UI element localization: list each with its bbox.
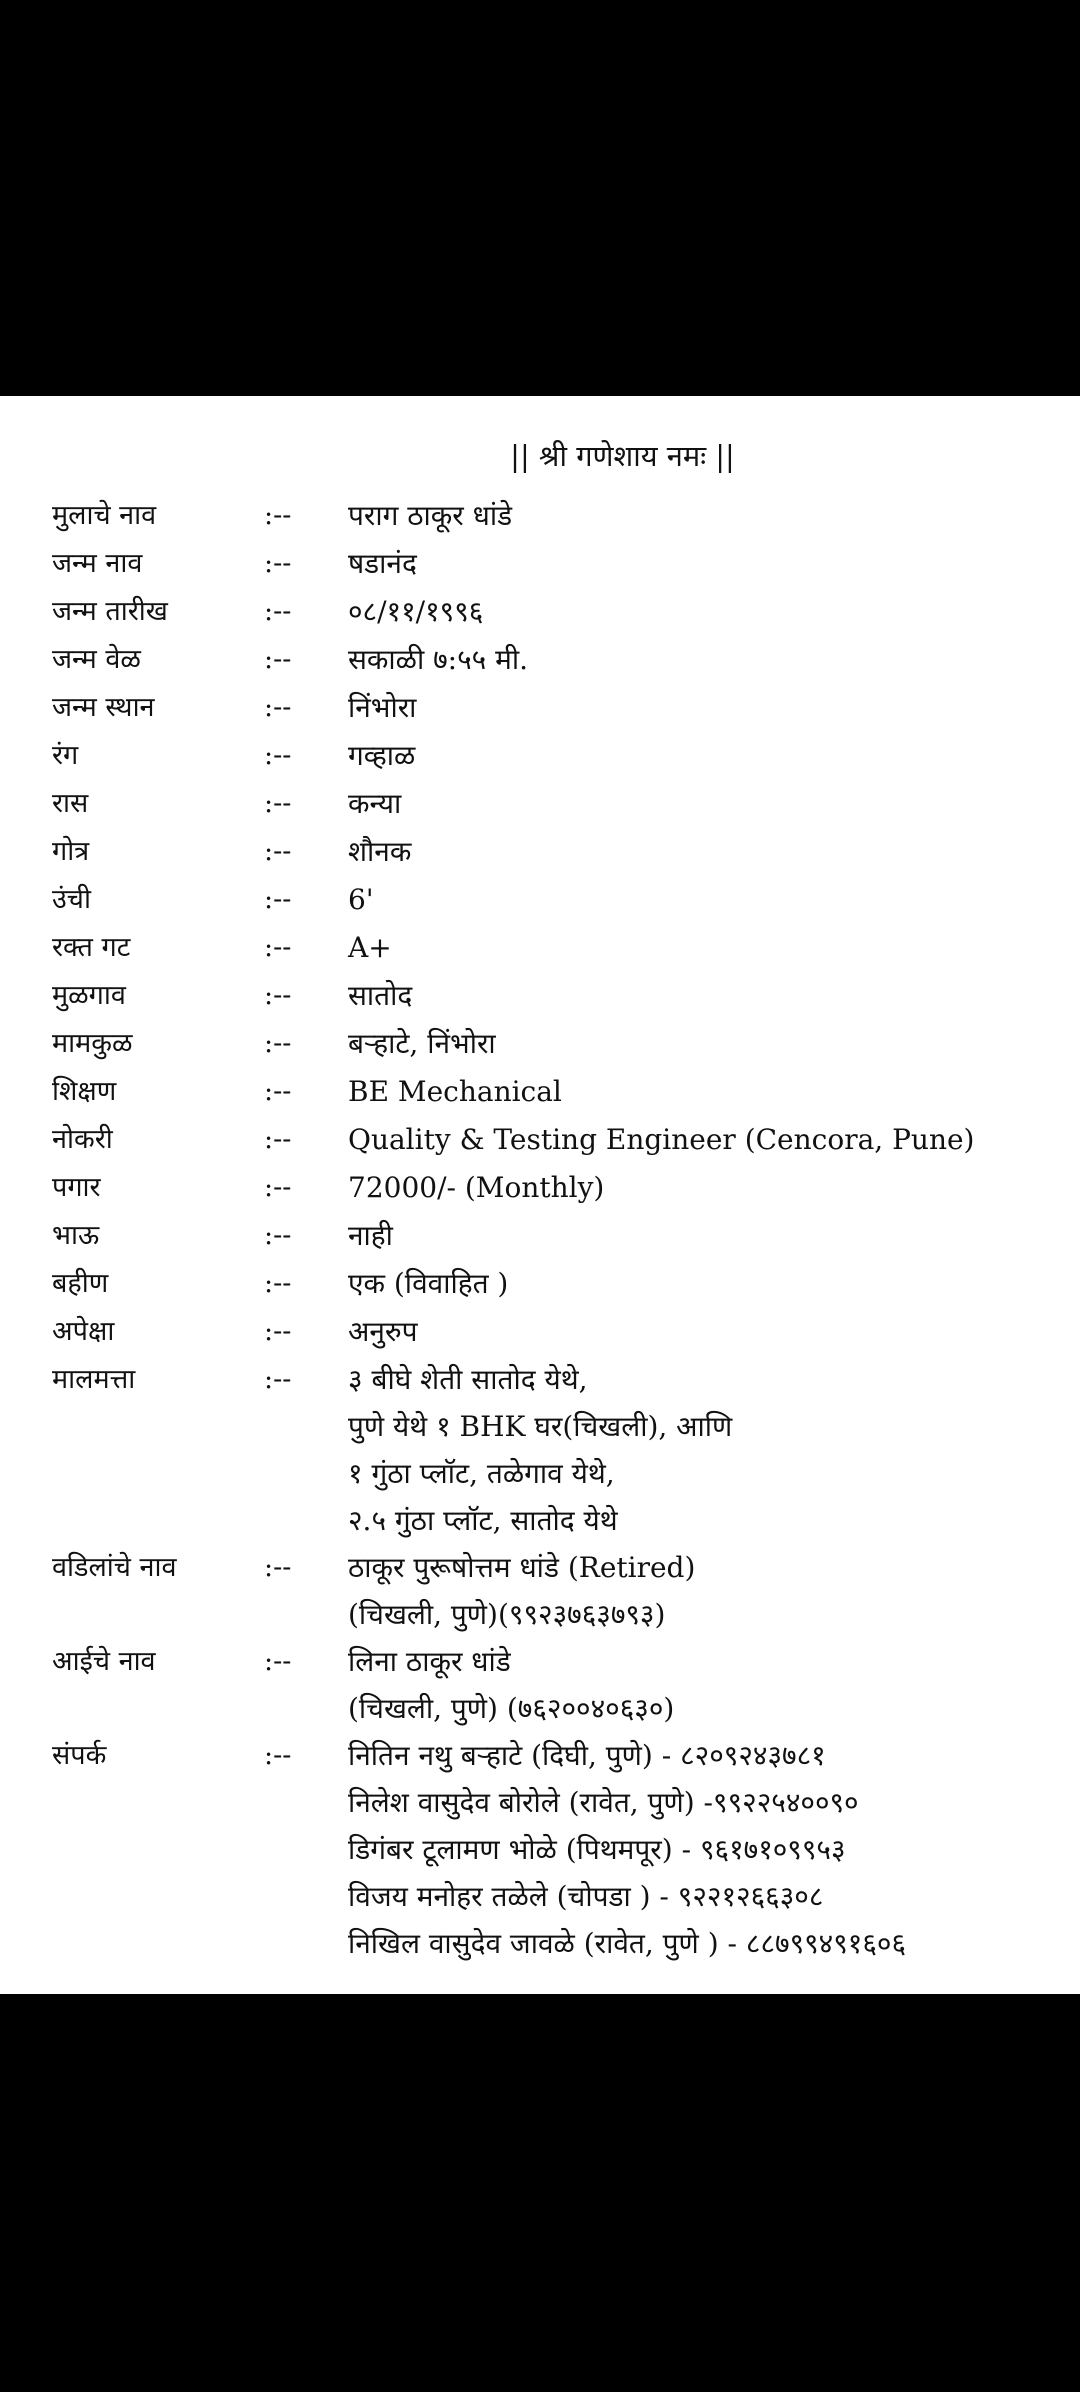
- field-value: 72000/- (Monthly): [348, 1171, 605, 1204]
- field-separator: :--: [264, 1316, 292, 1347]
- field-value: विजय मनोहर तळेले (चोपडा ) - ९२२१२६६३०८: [348, 1880, 824, 1913]
- field-values: [348, 1164, 1080, 1212]
- top-black-bar: [0, 0, 1080, 396]
- field-label: जन्म स्थान: [52, 692, 155, 723]
- biodata-row: [0, 540, 1080, 588]
- field-label: मुलाचे नाव: [52, 500, 157, 531]
- field-values: [348, 540, 1080, 588]
- field-separator: :--: [264, 1552, 292, 1583]
- biodata-row: [0, 1212, 1080, 1260]
- field-separator: :--: [264, 932, 292, 963]
- biodata-row: [0, 780, 1080, 828]
- field-values: [348, 1544, 1080, 1638]
- field-values: [348, 636, 1080, 684]
- field-separator: :--: [264, 596, 292, 627]
- biodata-row: [0, 684, 1080, 732]
- biodata-row: [0, 636, 1080, 684]
- field-separator: :--: [264, 980, 292, 1011]
- biodata-row: [0, 876, 1080, 924]
- field-label: बहीण: [52, 1268, 109, 1299]
- field-label: रास: [52, 788, 89, 819]
- biodata-row: [0, 1020, 1080, 1068]
- biodata-row: [0, 732, 1080, 780]
- biodata-row: [0, 1356, 1080, 1544]
- field-label: गोत्र: [52, 836, 90, 867]
- field-label: जन्म नाव: [52, 548, 143, 579]
- field-value: पराग ठाकूर धांडे: [348, 499, 513, 532]
- biodata-row: [0, 1544, 1080, 1638]
- field-value: Quality & Testing Engineer (Cencora, Pune): [348, 1123, 975, 1156]
- field-value: एक (विवाहित ): [348, 1267, 509, 1300]
- field-value: लिना ठाकूर धांडे: [348, 1645, 511, 1678]
- field-label: अपेक्षा: [52, 1316, 115, 1347]
- biodata-row: [0, 1638, 1080, 1732]
- field-value: १ गुंठा प्लॉट, तळेगाव येथे,: [348, 1457, 615, 1490]
- biodata-row: [0, 1308, 1080, 1356]
- field-value: २.५ गुंठा प्लॉट, सातोद येथे: [348, 1504, 618, 1537]
- field-value: डिगंबर टूलामण भोळे (पिथमपूर) - ९६१७१०९९५३: [348, 1833, 846, 1866]
- field-value: BE Mechanical: [348, 1075, 562, 1108]
- field-values: [348, 1638, 1080, 1732]
- field-separator: :--: [264, 884, 292, 915]
- field-value: सातोद: [348, 979, 413, 1012]
- field-value: कन्या: [348, 787, 402, 820]
- field-values: [348, 924, 1080, 972]
- biodata-row: [0, 1732, 1080, 1967]
- field-value: सकाळी ७:५५ मी.: [348, 643, 529, 676]
- field-value: निखिल वासुदेव जावळे (रावेत, पुणे ) - ८८७९९४९१६०६: [348, 1927, 907, 1960]
- field-values: [348, 588, 1080, 636]
- field-separator: :--: [264, 1364, 292, 1395]
- biodata-row: [0, 588, 1080, 636]
- field-separator: :--: [264, 788, 292, 819]
- biodata-row: [0, 1116, 1080, 1164]
- field-separator: :--: [264, 1076, 292, 1107]
- field-values: [348, 1732, 1080, 1967]
- field-separator: :--: [264, 1740, 292, 1771]
- field-values: [348, 1068, 1080, 1116]
- field-label: जन्म तारीख: [52, 596, 168, 627]
- field-separator: :--: [264, 1172, 292, 1203]
- field-values: [348, 876, 1080, 924]
- field-value: ठाकूर पुरूषोत्तम धांडे (Retired): [348, 1551, 696, 1584]
- field-value: ३ बीघे शेती सातोद येथे,: [348, 1363, 588, 1396]
- field-separator: :--: [264, 692, 292, 723]
- field-label: संपर्क: [52, 1740, 107, 1771]
- field-separator: :--: [264, 1028, 292, 1059]
- field-values: [348, 1260, 1080, 1308]
- field-values: [348, 828, 1080, 876]
- invocation-heading: || श्री गणेशाय नमः ||: [510, 439, 735, 473]
- field-value: पुणे येथे १ BHK घर(चिखली), आणि: [348, 1410, 733, 1443]
- field-separator: :--: [264, 644, 292, 675]
- field-label: आईचे नाव: [52, 1646, 156, 1677]
- field-label: मालमत्ता: [52, 1364, 136, 1395]
- field-values: [348, 1212, 1080, 1260]
- field-value: निंभोरा: [348, 691, 417, 724]
- field-separator: :--: [264, 1268, 292, 1299]
- field-value: षडानंद: [348, 547, 417, 580]
- field-separator: :--: [264, 740, 292, 771]
- field-value: निलेश वासुदेव बोरोले (रावेत, पुणे) -९९२२५४००९०: [348, 1786, 859, 1819]
- field-separator: :--: [264, 548, 292, 579]
- field-value: ०८/११/१९९६: [348, 595, 484, 628]
- field-value: अनुरुप: [348, 1315, 418, 1348]
- field-value: (चिखली, पुणे)(९९२३७६३७९३): [348, 1598, 666, 1631]
- field-label: जन्म वेळ: [52, 644, 141, 675]
- field-value: बऱ्हाटे, निंभोरा: [348, 1027, 496, 1060]
- bottom-black-bar: [0, 1994, 1080, 2392]
- field-label: मामकुळ: [52, 1028, 133, 1059]
- field-label: भाऊ: [52, 1220, 100, 1251]
- biodata-row: [0, 1260, 1080, 1308]
- field-separator: :--: [264, 1220, 292, 1251]
- field-values: [348, 1116, 1080, 1164]
- field-label: शिक्षण: [52, 1076, 117, 1107]
- biodata-row: [0, 828, 1080, 876]
- field-values: [348, 1308, 1080, 1356]
- field-values: [348, 1020, 1080, 1068]
- field-values: [348, 492, 1080, 540]
- field-value: 6': [348, 883, 374, 916]
- field-values: [348, 732, 1080, 780]
- biodata-row: [0, 924, 1080, 972]
- field-separator: :--: [264, 1124, 292, 1155]
- field-separator: :--: [264, 836, 292, 867]
- field-separator: :--: [264, 500, 292, 531]
- field-label: रंग: [52, 740, 79, 771]
- field-values: [348, 972, 1080, 1020]
- field-label: वडिलांचे नाव: [52, 1552, 177, 1583]
- field-separator: :--: [264, 1646, 292, 1677]
- field-value: A+: [348, 931, 392, 964]
- field-value: शौनक: [348, 835, 412, 868]
- field-values: [348, 684, 1080, 732]
- field-label: मुळगाव: [52, 980, 126, 1011]
- biodata-document: [0, 396, 1080, 1994]
- field-values: [348, 780, 1080, 828]
- field-label: नोकरी: [52, 1124, 113, 1155]
- field-values: [348, 1356, 1080, 1544]
- field-label: उंची: [52, 884, 91, 915]
- biodata-rows: [0, 492, 1080, 1967]
- biodata-row: [0, 1068, 1080, 1116]
- field-value: गव्हाळ: [348, 739, 416, 772]
- field-label: पगार: [52, 1172, 101, 1203]
- biodata-row: [0, 1164, 1080, 1212]
- field-label: रक्त गट: [52, 932, 131, 963]
- biodata-row: [0, 972, 1080, 1020]
- field-value: (चिखली, पुणे) (७६२००४०६३०): [348, 1692, 675, 1725]
- biodata-row: [0, 492, 1080, 540]
- field-value: नितिन नथु बऱ्हाटे (दिघी, पुणे) - ८२०९२४३७८१: [348, 1739, 826, 1772]
- field-value: नाही: [348, 1219, 393, 1252]
